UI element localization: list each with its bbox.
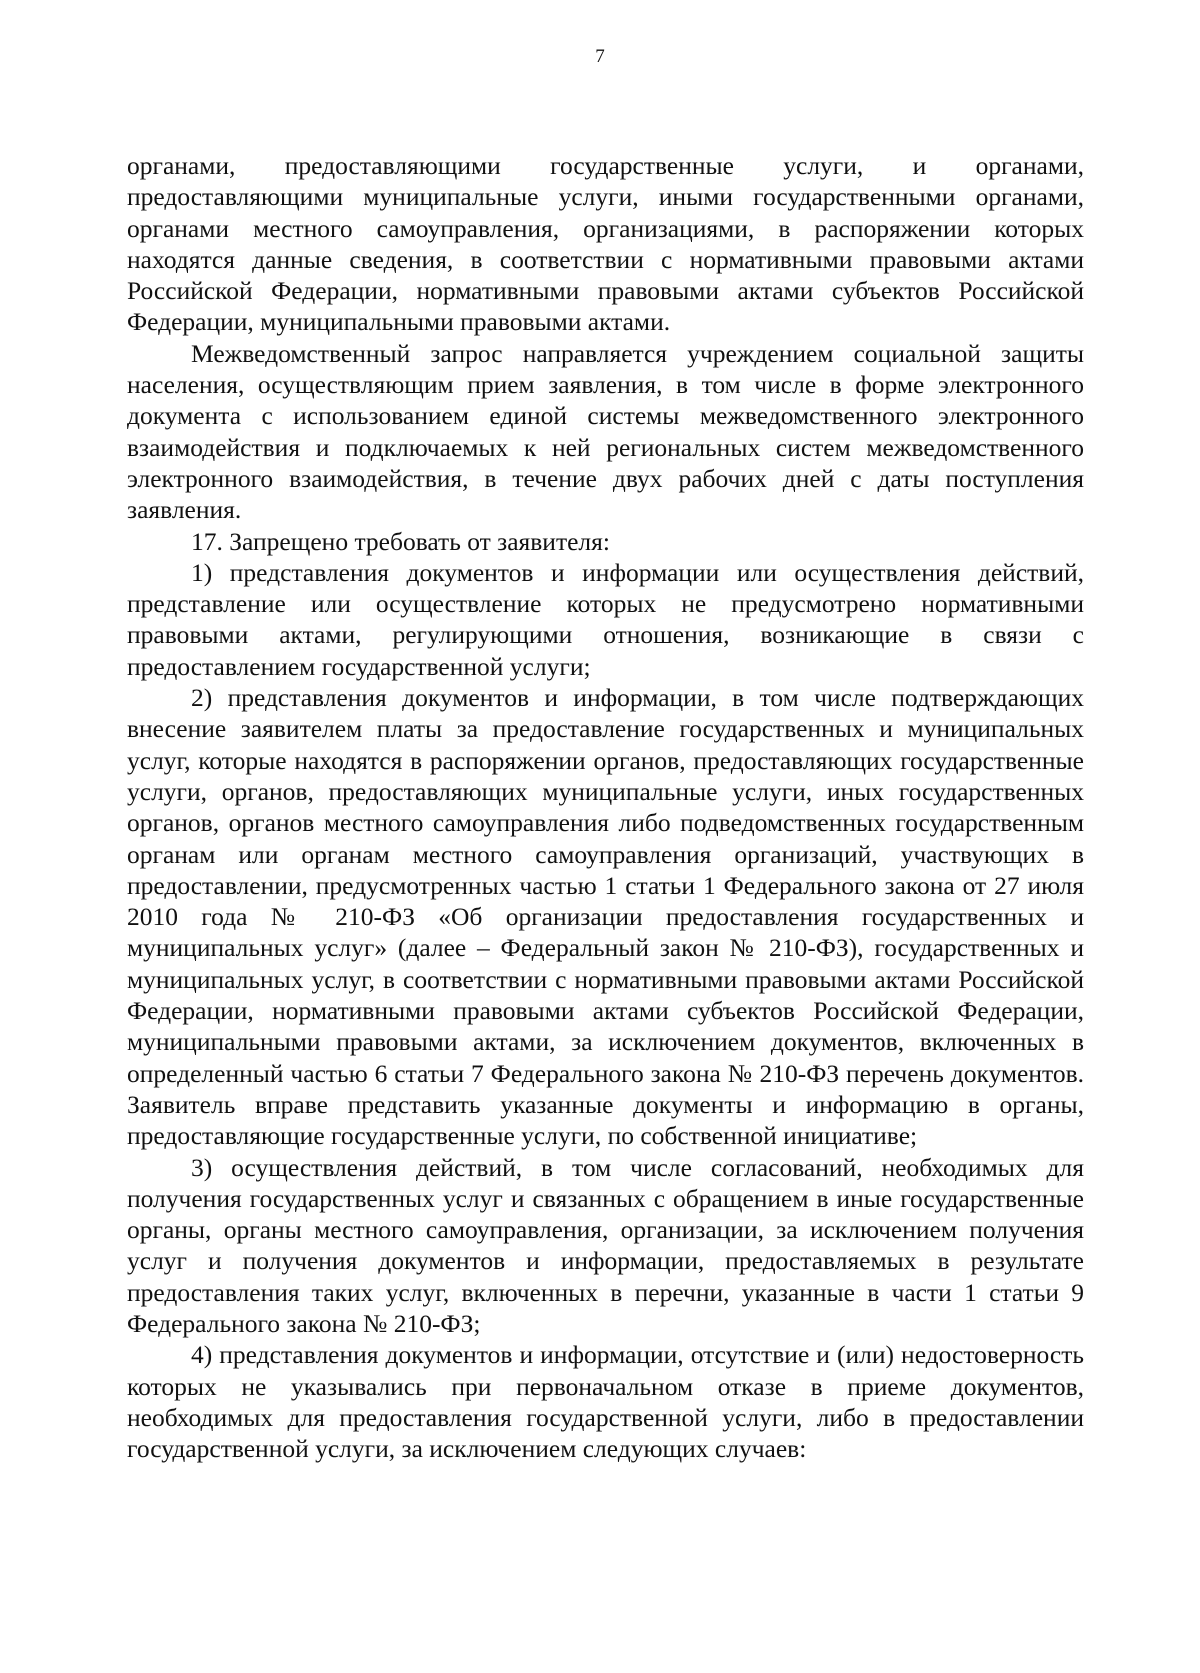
paragraph-item-17-heading: 17. Запрещено требовать от заявителя: (191, 526, 610, 556)
paragraph-subitem-2: 2) представления документов и информации, в том числе подтверждающих внесение заявителем платы за предоставление государственных и муниципальных услуг, которые находятся в распоряжении органов, предоставляющих государственные услуги, органов, предоставляющих муниципальные услуги, иных государственных органов, органов местного самоуправления либо подведомственных государственным органам или органам местного самоуправления организаций, участвующих в предоставлении, предусмотренных частью 1 статьи 1 Федерального закона от 27 июля 2010 года № 210-ФЗ «Об организации предоставления государственных и муниципальных услуг» (далее – Федеральный закон № 210-ФЗ), государственных и муниципальных услуг, в соответствии с нормативными правовыми актами Российской Федерации, нормативными правовыми актами субъектов Российской Федерации, муниципальными правовыми актами, за исключением документов, включенных в определенный частью 6 статьи 7 Федерального закона № 210-ФЗ перечень документов. Заявитель вправе представить указанные документы и информацию в органы, предоставляющие государственные услуги, по собственной инициативе; (127, 683, 1084, 1151)
paragraph-subitem-1: 1) представления документов и информации или осуществления действий, представление или осуществление которых не предусмотрено нормативными правовыми актами, регулирующими отношения, возникающие в связи с предоставлением государственной услуги; (127, 557, 1084, 681)
paragraph-subitem-4: 4) представления документов и информации, отсутствие и (или) недостоверность которых не указывались при первоначальном отказе в приеме документов, необходимых для предоставления государственной услуги, либо в предоставлении государственной услуги, за исключением следующих случаев: (127, 1340, 1084, 1464)
document-body (127, 150, 1084, 1464)
paragraph-subitem-3: 3) осуществления действий, в том числе согласований, необходимых для получения государственных услуг и связанных с обращением в иные государственные органы, органы местного самоуправления, организации, за исключением получения услуг и получения документов и информации, предоставляемых в результате предоставления таких услуг, включенных в перечни, указанные в части 1 статьи 9 Федерального закона № 210-ФЗ; (127, 1152, 1084, 1338)
paragraph-interagency-request: Межведомственный запрос направляется учреждением социальной защиты населения, осуществляющим прием заявления, в том числе в форме электронного документа с использованием единой системы межведомственного электронного взаимодействия и подключаемых к ней региональных систем межведомственного электронного взаимодействия, в течение двух рабочих дней с даты поступления заявления. (127, 338, 1084, 525)
paragraph-continuation: органами, предоставляющими государственные услуги, и органами, предоставляющими муниципальные услуги, иными государственными органами, органами местного самоуправления, организациями, в распоряжении которых находятся данные сведения, в соответствии с нормативными правовыми актами Российской Федерации, нормативными правовыми актами субъектов Российской Федерации, муниципальными правовыми актами. (127, 151, 1084, 337)
page-number: 7 (595, 46, 605, 67)
